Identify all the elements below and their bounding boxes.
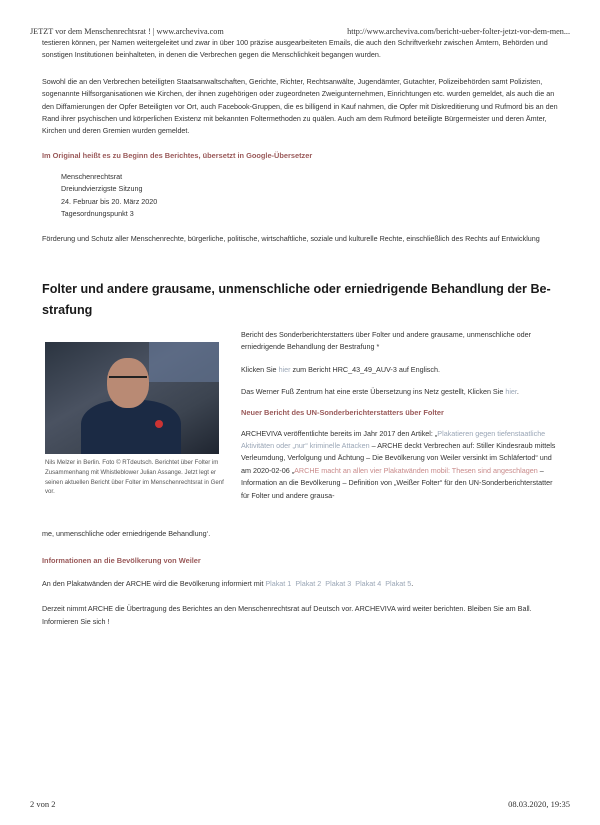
article-link-2017[interactable]: Plakatieren gegen tiefenstaatliche Aktivitäten oder „nur“ kriminelle Attacken [241,428,546,451]
continuation [42,528,560,540]
main-heading-line-1: Folter und andere grausame, unmenschliche oder erniedrigende Behandlung der Be- [42,282,551,296]
intro-paragraph-1: testieren können, per Namen weitergeleitet und zwar in über 100 präzise ausgearbeiteten Emails, die auch den Schriftverkehr zwischen Ämtern, Behörden und sonstigen Institutionen beinhalteten, in denen die Verbrechen gegen die Menschlichkeit begangen wurden. [42,38,548,60]
archeviva-paragraph: ARCHEVIVA veröffentlichte bereits im Jahr 2017 den Artikel: „Plakatieren gegen tiefenstaatliche Aktivitäten oder „nur“ kriminelle Attacken – ARCHE deckt Verbrechen auf: Stiller Kindesraub mittels Verleumdung, Verfolgung und Ächtung – Die Bevölkerung von Weiler versinkt im Schläfertod“ und am 2020-02-06 „ARCHE macht an allen vier Plakatwänden mobil: Thesen sind angeschlagen – Information an die Bevölkerung – Definition von „Weißer Folter“ für den UN-Sonderberichterstatter für Folter und andere grausa- [241,428,556,500]
wfz-line: Das Werner Fuß Zentrum hat eine erste Übersetzung ins Netz gestellt, Klicken Sie hier. [241,387,519,397]
continuation-text: me, unmenschliche oder erniedrigende Behandlung‘. [42,529,211,538]
original-line: 24. Februar bis 20. März 2020 [61,196,158,206]
print-header-title: JETZT vor dem Menschenrechtsrat ! | www.archeviva.com [30,27,224,36]
original-line: Menschenrechtsrat [61,172,123,181]
article-link-2020[interactable]: ARCHE macht an allen vier Plakatwänden mobil: Thesen sind angeschlagen [294,465,538,475]
page-count: 2 von 2 [30,799,56,809]
print-header-url: http://www.archeviva.com/bericht-ueber-folter-jetzt-vor-dem-men... [347,27,570,36]
main-heading-line-2: strafung [42,303,93,317]
original-block [42,171,560,221]
photo-caption: Nils Melzer in Berlin. Foto © RTdeutsch. Berichtet über Folter im Zusammenhang mit Whistleblower Julian Assange. Jetzt legt er seinen aktuellen Bericht über Folter im Menschenrechtsrat in Genf vor. [45,459,224,496]
new-report-heading: Neuer Bericht des UN-Sonderberichterstatters über Folter [241,407,444,417]
plakat-line: An den Plakatwänden der ARCHE wird die Bevölkerung informiert mit Plakat 1 Plakat 2 Plakat 3 Plakat 4 Plakat 5. [42,579,414,588]
original-line: Tagesordnungspunkt 3 [61,209,134,219]
photo-nils-melzer [45,342,219,454]
agenda-text: Förderung und Schutz aller Menschenrechte, bürgerliche, politische, wirtschaftliche, soziale und kulturelle Rechte, einschließlich des Rechts auf Entwicklung [42,233,540,243]
plakat-link[interactable]: Plakat 3 [325,579,352,588]
intro-paragraph-2: Sowohl die an den Verbrechen beteiligten Staatsanwaltschaften, Gerichte, Richter, Rechtsanwälte, Jugendämter, Gutachter, Polizeibehörden samt Polizisten, sogenannte Hilfsorganisationen wie Kirchen, der ihnen zugehörigen oder zugeordneten Zweigunternehmen, Einrichtungen etc. wurden gemeldet, als auch die an den Diffamierungen der Opfer Beteiligten vor Ort, auch Facebook-Gruppen, die es billigend in Kauf nahmen, die Opfer mit Diskreditierung und Rufmord bis an den Rand ihrer psychischen und körperlichen Existenz mit bekannten Foltermethoden zu quälen. Auch am dem Rufmord beteiligte Bürgermeister und deren Ämter, Kirchen und deren Gremien wurden gemeldet. [42,76,558,136]
original-line: Dreiundvierzigste Sitzung [61,184,143,194]
info-heading: Informationen an die Bevölkerung von Weiler [42,556,201,565]
report-title: Bericht des Sonderberichterstatters über Folter und andere grausame, unmenschliche oder erniedrigende Behandlung der Bestrafung * [241,330,532,352]
print-timestamp: 08.03.2020, 19:35 [508,799,570,809]
original-section [42,151,560,245]
print-header [30,27,570,36]
closing-text: Derzeit nimmt ARCHE die Übertragung des Berichtes an den Menschenrechtsrat auf Deutsch vor. ARCHEVIVA wird weiter berichten. Bleiben Sie am Ball. Informieren Sie sich ! [42,604,532,626]
click-here-line: Klicken Sie hier zum Bericht HRC_43_49_AUV-3 auf Englisch. [241,364,440,374]
report-link[interactable]: hier [278,364,291,374]
original-heading: Im Original heißt es zu Beginn des Berichtes, übersetzt in Google-Übersetzer [42,151,313,160]
main-heading [42,279,560,321]
translation-link[interactable]: hier [505,387,517,397]
plakat-link[interactable]: Plakat 4 [355,579,382,588]
plakat-link[interactable]: Plakat 1 [265,579,292,588]
info-section [42,556,560,628]
print-footer [30,799,570,809]
plakat-link[interactable]: Plakat 5 [385,579,412,588]
intro-block [42,37,560,138]
right-column [241,329,561,502]
plakat-link[interactable]: Plakat 2 [295,579,322,588]
